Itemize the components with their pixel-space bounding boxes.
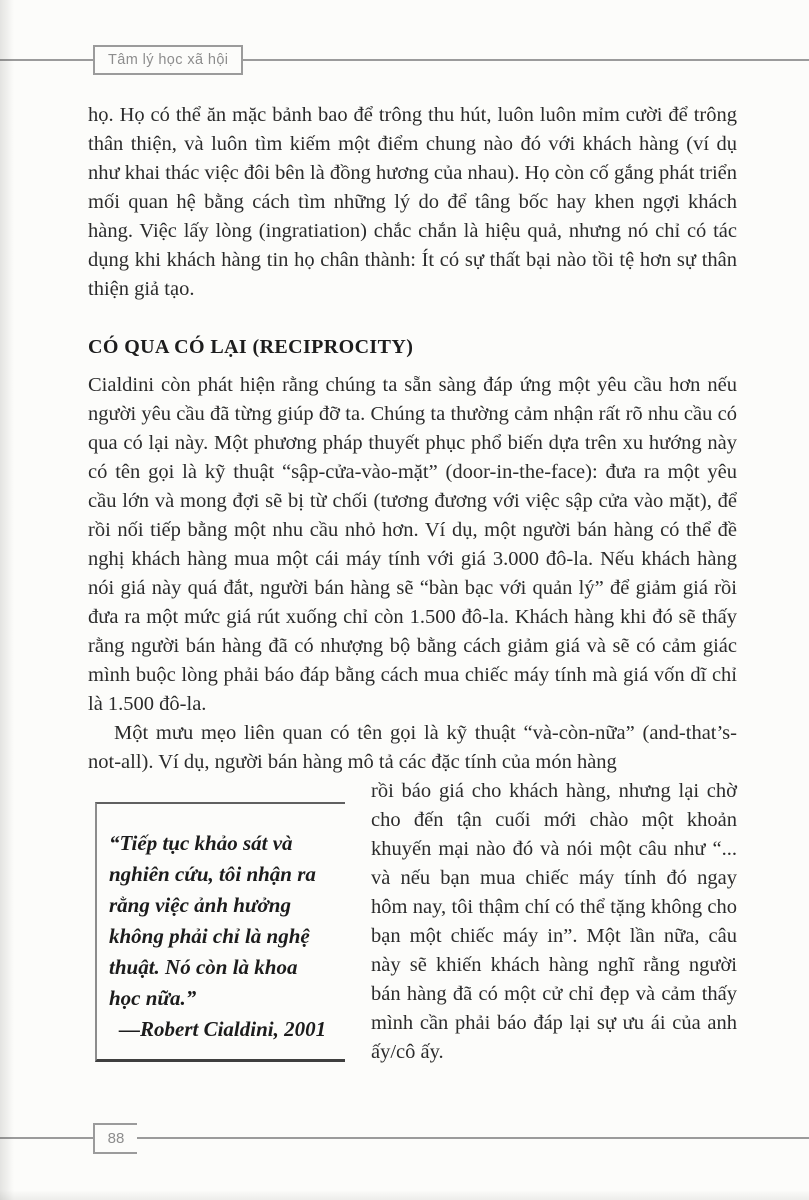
page-number-box xyxy=(93,1123,137,1154)
paragraph-reciprocity: Cialdini còn phát hiện rằng chúng ta sẵn sàng đáp ứng một yêu cầu hơn nếu người yêu cầu đã từng giúp đỡ ta. Chúng ta thường cảm nhận rất rõ nhu cầu có qua có lại này. Một phương pháp thuyết phục phổ biến dựa trên xu hướng này có tên gọi là kỹ thuật “sập-cửa-vào-mặt” (door-in-the-face): đưa ra một yêu cầu lớn và mong đợi sẽ bị từ chối (tương đương với việc sập cửa vào mặt), để rồi nối tiếp bằng một nhu cầu nhỏ hơn. Ví dụ, một người bán hàng có thể đề nghị khách hàng mua một cái máy tính với giá 3.000 đô-la. Nếu khách hàng nói giá này quá đắt, người bán hàng sẽ “bàn bạc với quản lý” để giảm giá rồi đưa ra một mức giá rút xuống chỉ còn 1.500 đô-la. Khách hàng khi đó sẽ thấy rằng người bán hàng đã có nhượng bộ bằng cách giảm giá và sẽ có cảm giác mình buộc lòng phải báo đáp bằng cách mua chiếc máy tính mà giá vốn dĩ chỉ là 1.500 đô-la. xyxy=(88,374,737,715)
paragraph-and-thats-not-all-wrap: rồi báo giá cho khách hàng, nhưng lại chờ cho đến tận cuối mới chào một khoản khuyến mại nào đó và nói một câu như “... và nếu bạn mua chiếc máy tính đó ngay hôm nay, tôi thậm chí có thể tặng không cho bạn một chiếc máy in”. Một lần nữa, câu này sẽ khiến khách hàng nghĩ rằng người bán hàng đã có một cử chỉ đẹp và cảm thấy mình cần phải báo đáp lại sự ưu ái của anh ấy/cô ấy. xyxy=(371,780,737,1063)
page-content xyxy=(88,101,737,1067)
paragraph-and-thats-not-all-intro: Một mưu mẹo liên quan có tên gọi là kỹ thuật “và-còn-nữa” (and-that’s-not-all). Ví dụ, người bán hàng mô tả các đặc tính của món hàng xyxy=(88,722,737,773)
quote-and-text-row xyxy=(88,777,737,1067)
paragraph-continuation: họ. Họ có thể ăn mặc bảnh bao để trông thu hút, luôn luôn mỉm cười để trông thân thiện, và luôn tìm kiếm một điểm chung nào đó với khách hàng (ví dụ như khai thác việc đôi bên là đồng hương của nhau). Họ còn cố gắng phát triển mối quan hệ bằng cách tìm những lý do để tâng bốc hay khen ngợi khách hàng. Việc lấy lòng (ingratiation) chắc chắn là hiệu quả, nhưng nó chỉ có tác dụng khi khách hàng tin họ chân thành: Ít có sự thất bại nào tồi tệ hơn sự thân thiện giả tạo. xyxy=(88,104,737,300)
pull-quote-attribution: —Robert Cialdini, 2001 xyxy=(119,1017,327,1041)
page-number: 88 xyxy=(107,1130,125,1147)
pull-quote-box xyxy=(95,802,345,1062)
section-heading: CÓ QUA CÓ LẠI (RECIPROCITY) xyxy=(88,336,414,358)
running-header-title: Tâm lý học xã hội xyxy=(108,52,229,68)
pull-quote-text: “Tiếp tục khảo sát và nghiên cứu, tôi nhận ra rằng việc ảnh hưởng không phải chỉ là nghệ thuật. Nó còn là khoa học nữa.” xyxy=(109,831,316,1010)
running-header xyxy=(93,45,243,75)
